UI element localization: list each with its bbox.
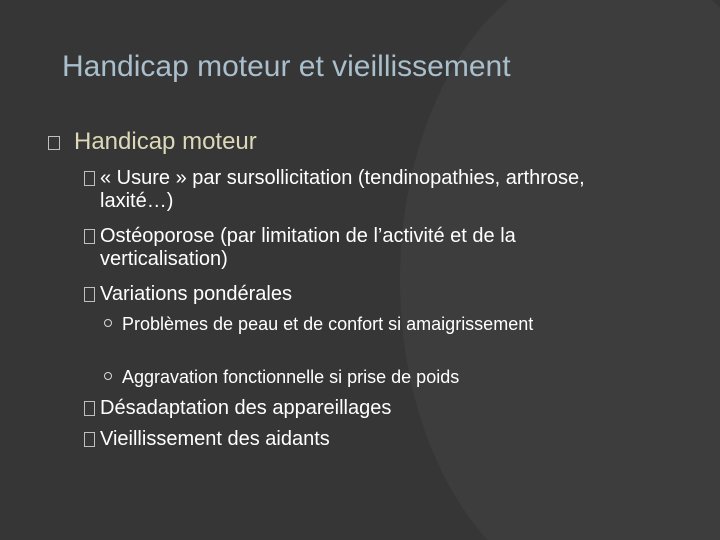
- sub-item-poids: [104, 366, 554, 388]
- sub-item-text: Aggravation fonctionnelle si prise de poids: [122, 367, 460, 387]
- ring-bullet-icon: [104, 319, 112, 327]
- sub-item-peau: [104, 313, 554, 335]
- list-item-osteoporose: [84, 225, 644, 271]
- box-bullet-icon: [84, 287, 95, 302]
- list-item-text: « Usure » par sursollicitation (tendinopathies, arthrose, laxité…): [100, 167, 585, 212]
- bullet-label: Handicap moteur: [74, 128, 257, 155]
- ring-bullet-icon: [104, 372, 112, 380]
- sub-item-text: Problèmes de peau et de confort si amaigrissement: [122, 314, 534, 334]
- list-item-text: Ostéoporose (par limitation de l’activité et de la verticalisation): [100, 225, 516, 270]
- list-item-text: Vieillissement des aidants: [100, 428, 330, 450]
- box-bullet-icon: [84, 229, 95, 244]
- list-item-aidants: [84, 428, 644, 451]
- list-item-desadaptation: [84, 397, 644, 420]
- bullet-handicap-moteur: [48, 128, 257, 156]
- list-item-text: Variations pondérales: [100, 283, 292, 305]
- slide-title: Handicap moteur et vieillissement: [62, 50, 511, 83]
- box-bullet-icon: [84, 432, 95, 447]
- box-bullet-icon: [84, 171, 95, 186]
- list-item-usure: [84, 167, 644, 213]
- list-item-text: Désadaptation des appareillages: [100, 397, 392, 419]
- box-bullet-icon: [48, 136, 60, 150]
- box-bullet-icon: [84, 401, 95, 416]
- list-item-variations: [84, 283, 644, 306]
